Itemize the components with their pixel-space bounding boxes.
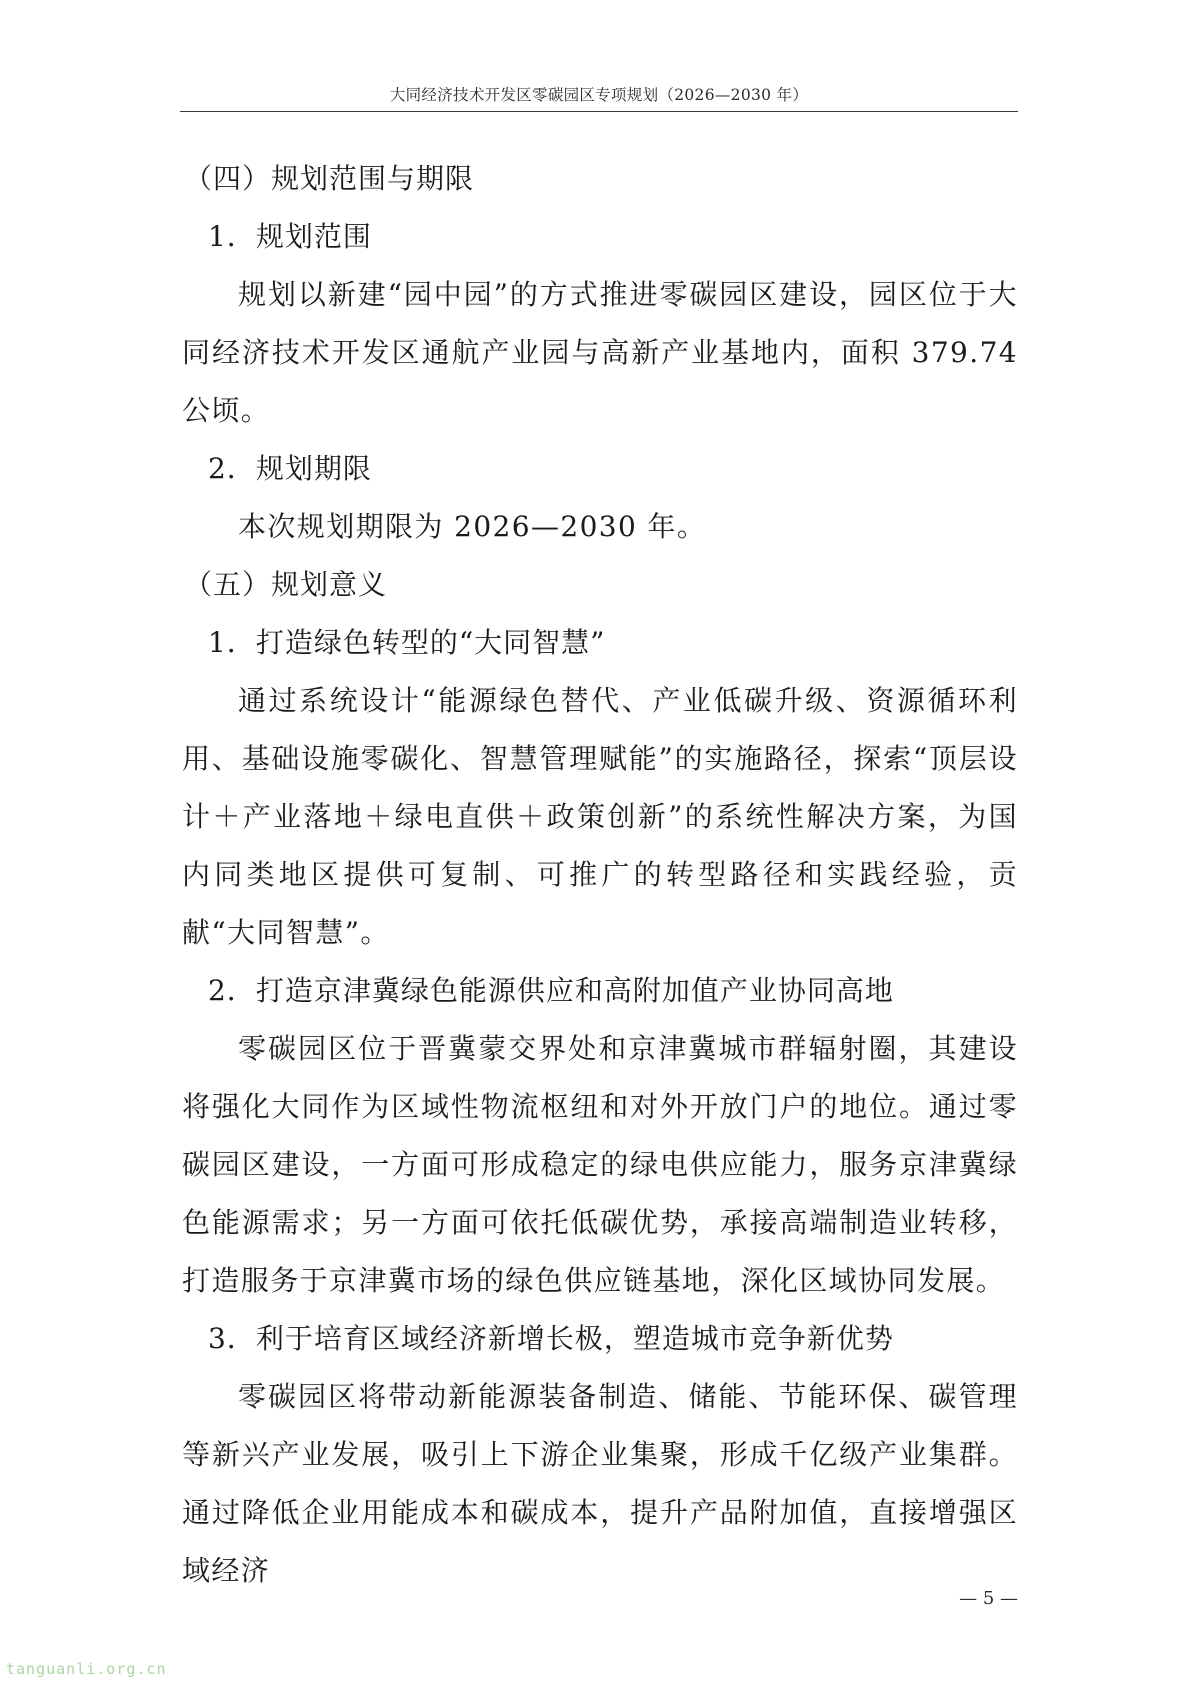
section-heading-scope-and-period: （四）规划范围与期限 (184, 162, 475, 195)
document-body (182, 150, 1018, 1600)
paragraph-datong-wisdom: 通过系统设计“能源绿色替代、产业低碳升级、资源循环利用、基础设施零碳化、智慧管理赋能”的实施路径，探索“顶层设计＋产业落地＋绿电直供＋政策创新”的系统性解决方案，为国内同类地区提供可复制、可推广的转型路径和实践经验，贡献“大同智慧”。 (182, 684, 1018, 949)
subheading-planning-scope: 1．规划范围 (208, 220, 372, 253)
paragraph-planning-period: 本次规划期限为 2026—2030 年。 (238, 510, 707, 543)
subheading-planning-period: 2．规划期限 (208, 452, 372, 485)
running-header: 大同经济技术开发区零碳园区专项规划（2026—2030 年） (389, 86, 809, 104)
site-watermark: tanguanli.org.cn (6, 1660, 167, 1678)
page-number: — 5 — (959, 1588, 1018, 1609)
subheading-growth-pole: 3．利于培育区域经济新增长极，塑造城市竞争新优势 (208, 1322, 894, 1355)
section-heading-significance: （五）规划意义 (184, 568, 388, 601)
subheading-datong-wisdom: 1．打造绿色转型的“大同智慧” (208, 626, 606, 659)
subheading-jingjinji-highland: 2．打造京津冀绿色能源供应和高附加值产业协同高地 (208, 974, 894, 1007)
paragraph-jingjinji-highland: 零碳园区位于晋冀蒙交界处和京津冀城市群辐射圈，其建设将强化大同作为区域性物流枢纽和对外开放门户的地位。通过零碳园区建设，一方面可形成稳定的绿电供应能力，服务京津冀绿色能源需求；另一方面可依托低碳优势，承接高端制造业转移，打造服务于京津冀市场的绿色供应链基地，深化区域协同发展。 (182, 1032, 1018, 1297)
paragraph-planning-scope: 规划以新建“园中园”的方式推进零碳园区建设，园区位于大同经济技术开发区通航产业园与高新产业基地内，面积 379.74 公顷。 (182, 278, 1018, 427)
header-divider (180, 111, 1018, 112)
paragraph-growth-pole: 零碳园区将带动新能源装备制造、储能、节能环保、碳管理等新兴产业发展，吸引上下游企业集聚，形成千亿级产业集群。通过降低企业用能成本和碳成本，提升产品附加值，直接增强区域经济 (182, 1380, 1018, 1587)
